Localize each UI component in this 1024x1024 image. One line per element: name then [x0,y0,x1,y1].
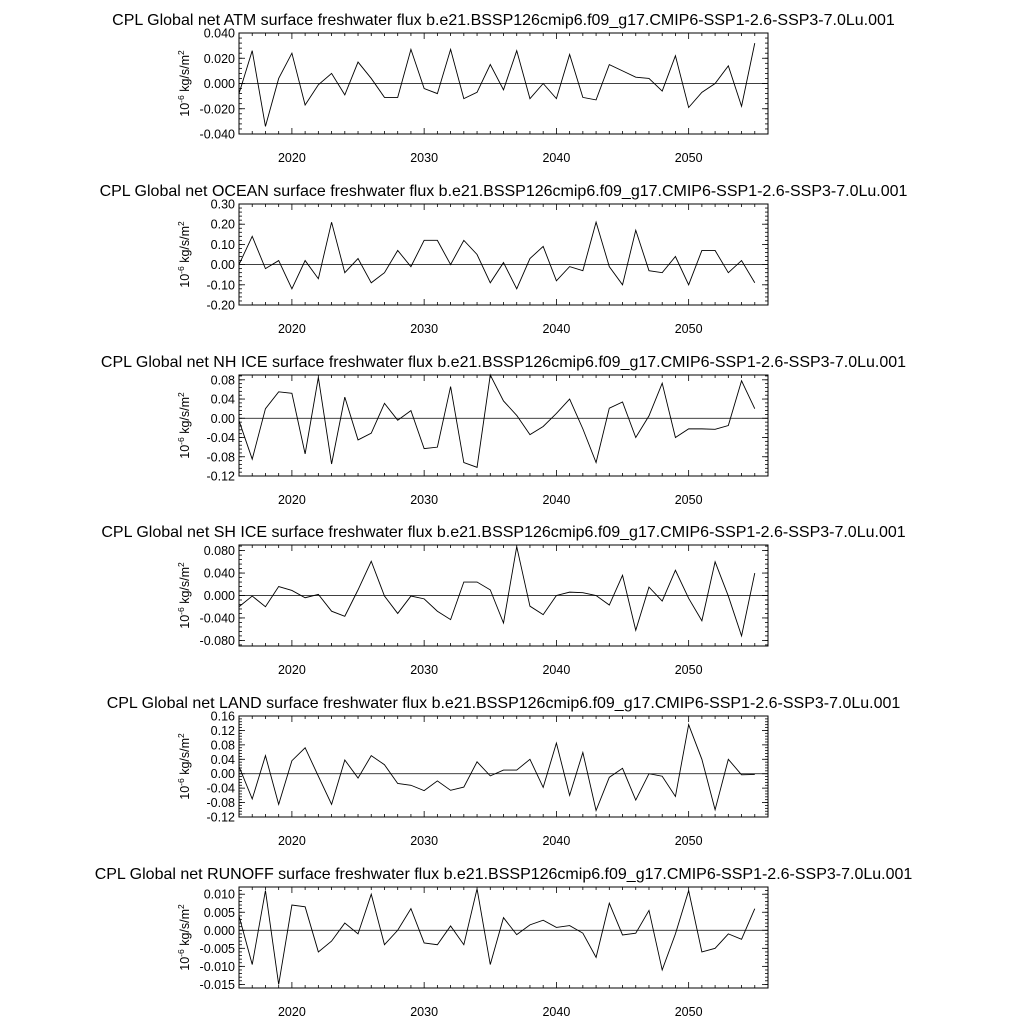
y-tick-label: 0.00 [210,767,235,782]
x-tick-label: 2020 [277,834,306,848]
y-label-unit-exponent: 2 [176,392,186,397]
y-tick-label: -0.04 [206,781,235,796]
y-tick-label: 0.00 [210,411,235,426]
chart-panel-4 [101,524,905,677]
series-line [239,547,755,636]
chart-title: CPL Global net NH ICE surface freshwater flux b.e21.BSSP126cmip6.f09_g17.CMIP6-SSP1-2.6-SSP3-7.0Lu.001 [100,354,907,371]
y-tick-label: 0.005 [203,905,235,920]
x-tick-label: 2030 [410,663,439,677]
y-label-unit-exponent: 2 [176,50,186,55]
x-tick-label: 2030 [410,834,439,848]
y-tick-label: -0.12 [206,469,235,484]
y-tick-label: -0.005 [199,941,235,956]
y-axis-label [176,904,192,971]
y-tick-label: -0.20 [206,298,235,313]
y-axis-label [176,50,192,117]
y-label-base: 10 [178,444,192,459]
chart-title: CPL Global net SH ICE surface freshwater flux b.e21.BSSP126cmip6.f09_g17.CMIP6-SSP1-2.6-SSP3-7.0Lu.001 [101,524,906,541]
chart-panel-1 [112,12,895,165]
y-label-unit-exponent: 2 [176,904,186,909]
y-label-base: 10 [178,785,192,800]
series-line [239,889,755,985]
y-tick-label: 0.30 [210,197,235,212]
x-tick-label: 2050 [674,151,703,165]
y-tick-label: 0.08 [210,738,235,753]
y-label-unit-exponent: 2 [176,221,186,226]
y-label-base: 10 [178,614,192,629]
y-axis-label [176,733,192,800]
x-tick-label: 2050 [674,322,703,336]
x-tick-label: 2050 [674,663,703,677]
y-tick-label: 0.20 [210,217,235,232]
chart-panel-3 [101,354,906,507]
y-tick-label: -0.040 [199,127,235,142]
series-line [239,725,755,811]
y-tick-label: 0.04 [210,392,235,407]
x-tick-label: 2040 [542,1005,571,1019]
y-tick-label: 0.040 [203,566,235,581]
y-tick-label: 0.12 [210,723,235,738]
y-tick-label: 0.010 [203,887,235,902]
x-tick-label: 2020 [277,493,306,507]
y-label-unit: kg/s/m [178,566,192,608]
plot-frame [239,375,768,476]
y-tick-label: 0.00 [210,258,235,273]
y-tick-label: 0.000 [203,77,235,91]
y-tick-label: -0.020 [199,102,235,117]
y-tick-label: -0.08 [206,796,235,811]
y-label-base: 10 [178,273,192,288]
y-tick-label: 0.16 [210,709,235,724]
plot-frame [239,887,768,988]
x-tick-label: 2030 [410,151,439,165]
y-tick-label: 0.000 [203,923,235,938]
x-tick-label: 2050 [674,1005,703,1019]
x-tick-label: 2040 [542,663,571,677]
y-label-exponent: -6 [176,778,186,786]
y-tick-label: 0.08 [210,373,235,388]
x-tick-label: 2040 [542,151,571,165]
y-label-unit: kg/s/m [178,908,192,950]
y-label-exponent: -6 [176,607,186,615]
y-tick-label: -0.10 [206,278,235,293]
x-tick-label: 2040 [542,493,571,507]
x-tick-label: 2050 [674,834,703,848]
series-line [239,222,755,289]
series-line [239,375,755,467]
plot-frame [239,204,768,305]
y-tick-label: -0.08 [206,450,235,465]
y-tick-label: 0.04 [210,752,235,767]
y-tick-label: 0.000 [203,589,235,603]
y-label-unit: kg/s/m [178,396,192,438]
y-tick-label: 0.10 [210,237,235,252]
x-tick-label: 2040 [542,322,571,336]
y-label-unit: kg/s/m [178,54,192,96]
y-tick-label: 0.080 [203,544,235,559]
y-axis-label [176,392,192,459]
y-tick-label: -0.12 [206,810,235,825]
chart-title: CPL Global net RUNOFF surface freshwater flux b.e21.BSSP126cmip6.f09_g17.CMIP6-SSP1-2.6-SSP3-7.0Lu.001 [94,866,913,883]
y-label-exponent: -6 [176,437,186,445]
y-tick-label: -0.015 [199,977,235,992]
chart-title: CPL Global net OCEAN surface freshwater flux b.e21.BSSP126cmip6.f09_g17.CMIP6-SSP1-2.6-SSP3-7.0Lu.001 [99,183,908,200]
y-label-exponent: -6 [176,266,186,274]
x-tick-label: 2020 [277,322,306,336]
chart-panel-2 [100,183,908,336]
y-label-base: 10 [178,956,192,971]
series-line [239,43,755,126]
y-label-base: 10 [178,102,192,117]
chart-title: CPL Global net ATM surface freshwater flux b.e21.BSSP126cmip6.f09_g17.CMIP6-SSP1-2.6-SSP3-7.0Lu.001 [112,12,895,29]
y-tick-label: 0.020 [203,51,235,66]
x-tick-label: 2030 [410,1005,439,1019]
y-tick-label: -0.010 [199,959,235,974]
y-axis-label [176,562,192,629]
x-tick-label: 2050 [674,493,703,507]
y-tick-label: -0.080 [199,633,235,648]
x-tick-label: 2030 [410,322,439,336]
x-tick-label: 2040 [542,834,571,848]
y-label-unit-exponent: 2 [176,562,186,567]
y-axis-label [176,221,192,288]
x-tick-label: 2020 [277,663,306,677]
y-tick-label: -0.04 [206,431,235,446]
x-tick-label: 2020 [277,1005,306,1019]
chart-title: CPL Global net LAND surface freshwater flux b.e21.BSSP126cmip6.f09_g17.CMIP6-SSP1-2.6-SSP3-7.0Lu.001 [106,695,901,712]
x-tick-label: 2020 [277,151,306,165]
y-tick-label: 0.040 [203,26,235,41]
y-label-exponent: -6 [176,95,186,103]
y-label-unit: kg/s/m [178,737,192,779]
chart-panel-5 [107,695,901,848]
chart-panel-6 [95,866,913,1019]
y-label-unit: kg/s/m [178,225,192,267]
x-tick-label: 2030 [410,493,439,507]
plot-frame [239,716,768,817]
y-label-exponent: -6 [176,949,186,957]
y-label-unit-exponent: 2 [176,733,186,738]
y-tick-label: -0.040 [199,611,235,626]
